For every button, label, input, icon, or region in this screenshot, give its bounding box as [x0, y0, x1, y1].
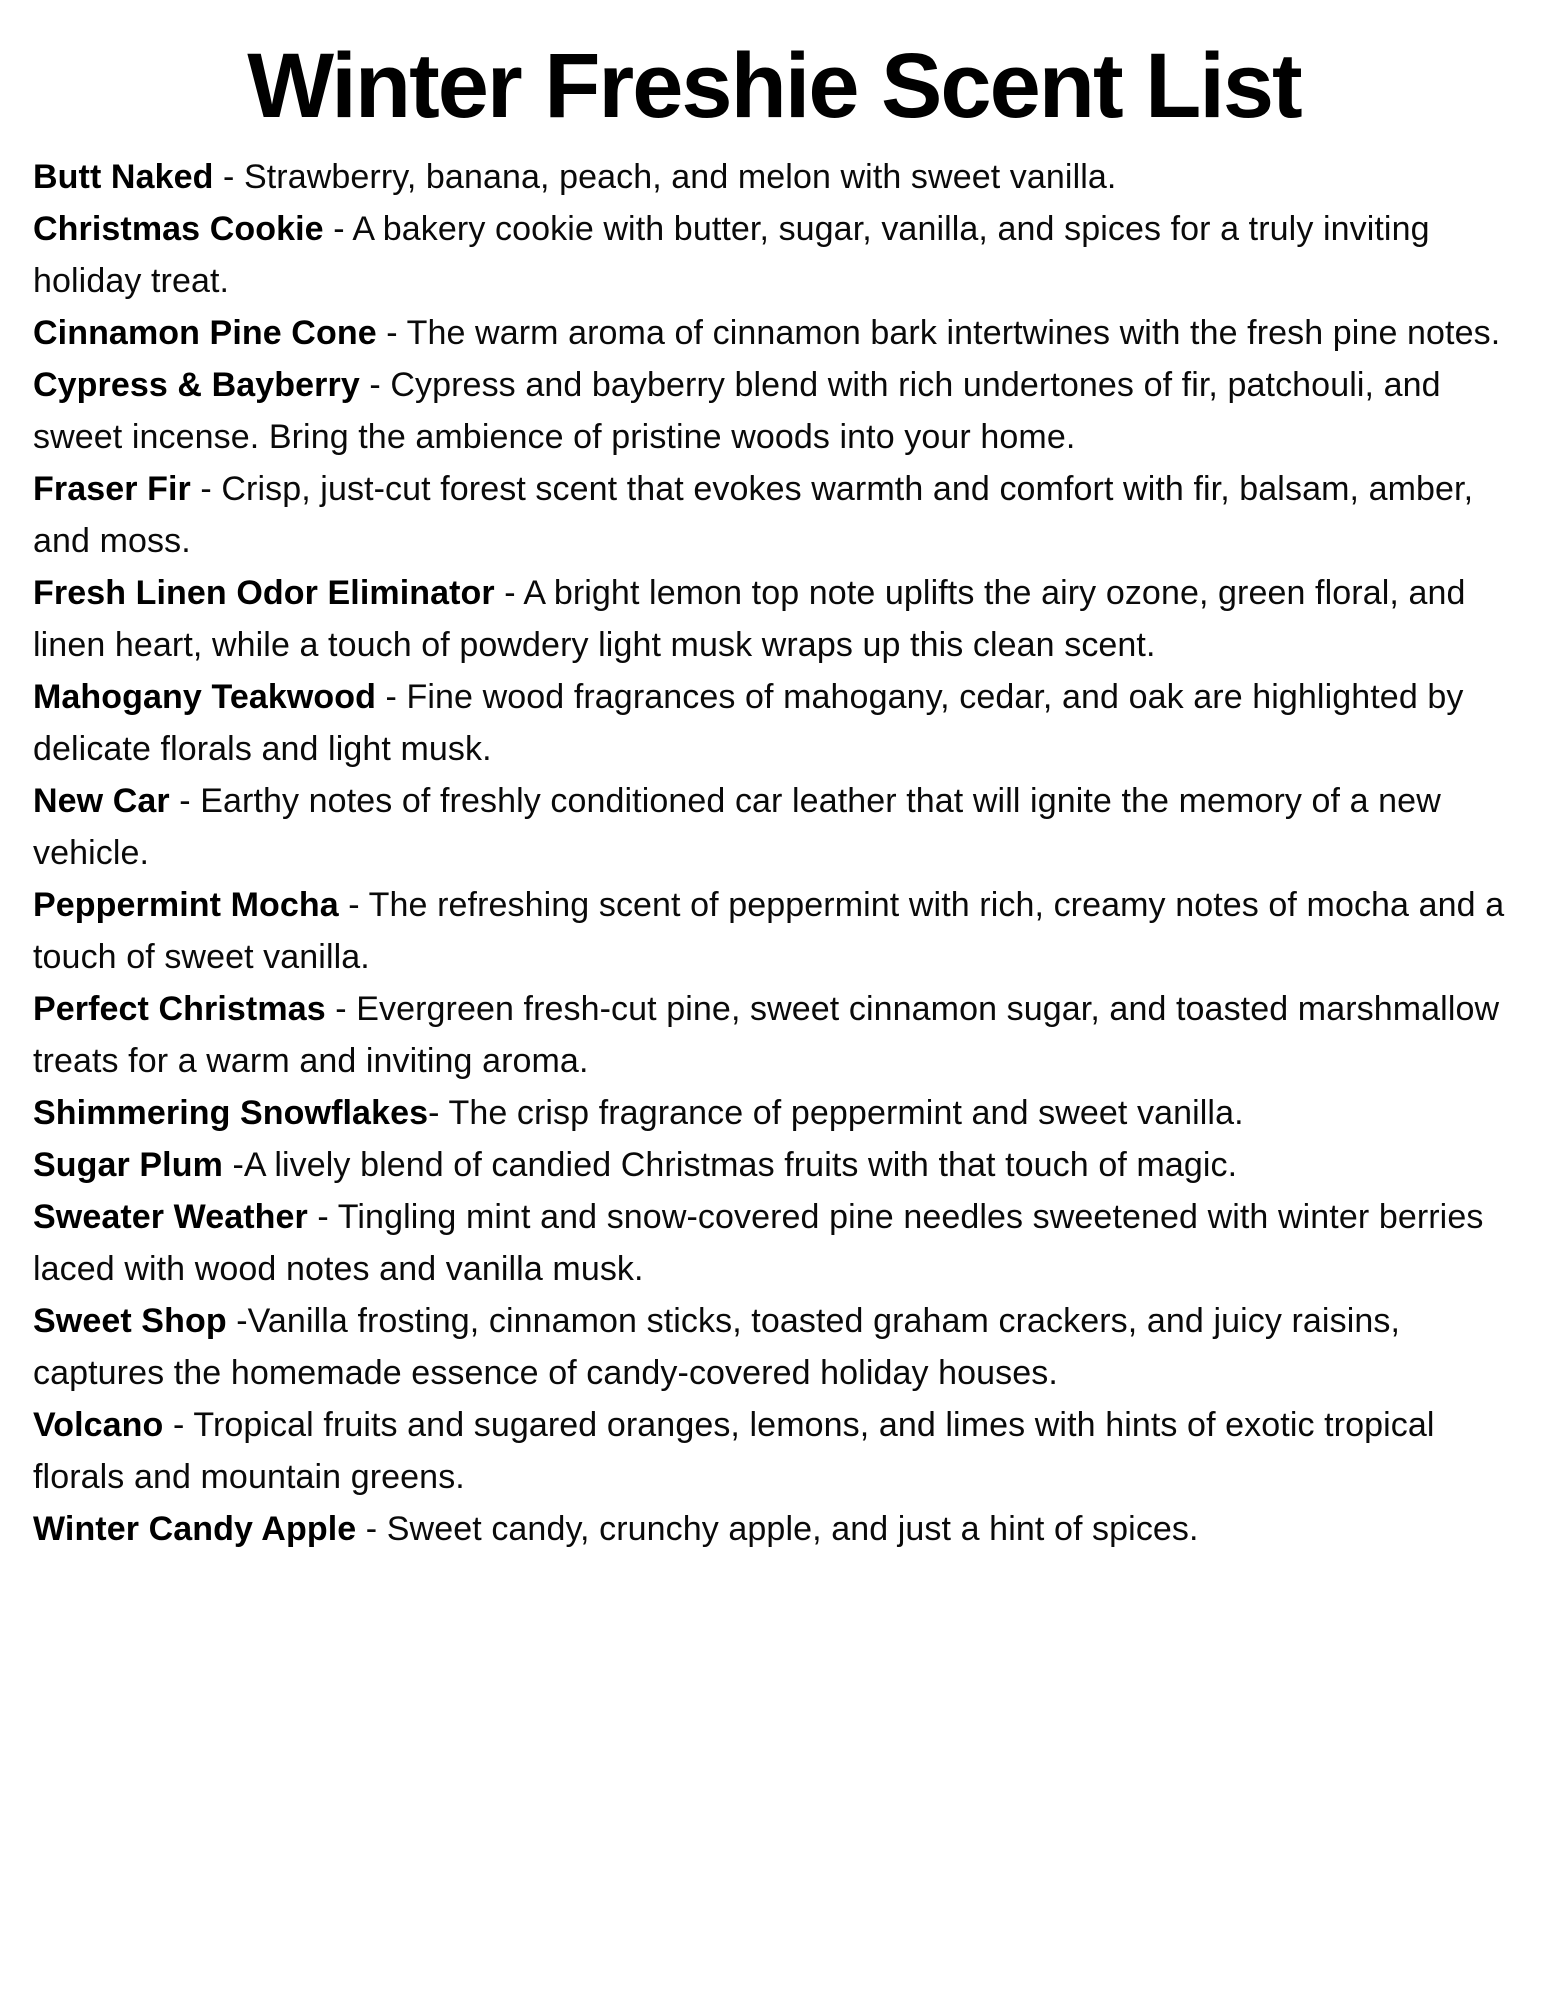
scent-description: Vanilla frosting, cinnamon sticks, toasted graham crackers, and juicy raisins, captures the homemade essence of candy-covered holiday houses.: [33, 1301, 1400, 1392]
scent-separator: -: [226, 1301, 248, 1340]
page-title: Winter Freshie Scent List: [247, 35, 1301, 137]
scent-name: Perfect Christmas: [33, 989, 326, 1028]
scent-separator: -: [494, 573, 524, 612]
scent-entry: [33, 307, 1515, 359]
scent-separator: -: [325, 989, 357, 1028]
scent-entry: [33, 463, 1515, 567]
scent-list: [33, 151, 1515, 1555]
scent-separator: -: [376, 313, 407, 352]
scent-name: Volcano: [33, 1405, 164, 1444]
scent-separator: -: [338, 885, 369, 924]
scent-name: Butt Naked: [33, 157, 214, 196]
scent-separator: -: [428, 1093, 449, 1132]
scent-entry: [33, 203, 1515, 307]
scent-description: The crisp fragrance of peppermint and sweet vanilla.: [448, 1093, 1244, 1132]
scent-separator: -: [169, 781, 201, 820]
scent-name: Peppermint Mocha: [33, 885, 339, 924]
scent-entry: [33, 1503, 1515, 1555]
scent-description: Fine wood fragrances of mahogany, cedar, and oak are highlighted by delicate florals and light musk.: [33, 677, 1464, 768]
scent-name: Fraser Fir: [33, 469, 191, 508]
scent-description: Tropical fruits and sugared oranges, lemons, and limes with hints of exotic tropical florals and mountain greens.: [33, 1405, 1435, 1496]
scent-entry: [33, 983, 1515, 1087]
scent-separator: -: [323, 209, 353, 248]
scent-separator: -: [376, 677, 407, 716]
scent-entry: [33, 359, 1515, 463]
scent-description: The warm aroma of cinnamon bark intertwines with the fresh pine notes.: [406, 313, 1501, 352]
scent-entry: [33, 1139, 1515, 1191]
scent-entry: [33, 1399, 1515, 1503]
scent-description: Evergreen fresh-cut pine, sweet cinnamon sugar, and toasted marshmallow treats for a warm and inviting aroma.: [33, 989, 1500, 1080]
scent-description: The refreshing scent of peppermint with rich, creamy notes of mocha and a touch of sweet vanilla.: [33, 885, 1505, 976]
scent-name: Mahogany Teakwood: [33, 677, 376, 716]
scent-name: Cinnamon Pine Cone: [33, 313, 377, 352]
scent-entry: [33, 567, 1515, 671]
scent-name: New Car: [33, 781, 170, 820]
scent-description: Earthy notes of freshly conditioned car leather that will ignite the memory of a new vehicle.: [33, 781, 1441, 872]
scent-name: Fresh Linen Odor Eliminator: [33, 573, 495, 612]
scent-entry: [33, 1295, 1515, 1399]
scent-separator: -: [307, 1197, 338, 1236]
scent-name: Sweet Shop: [33, 1301, 227, 1340]
scent-description: Cypress and bayberry blend with rich undertones of fir, patchouli, and sweet incense. Bring the ambience of pristine woods into your home.: [33, 365, 1441, 456]
scent-name: Christmas Cookie: [33, 209, 324, 248]
scent-separator: -: [222, 1145, 244, 1184]
scent-separator: -: [190, 469, 222, 508]
scent-description: A bright lemon top note uplifts the airy ozone, green floral, and linen heart, while a touch of powdery light musk wraps up this clean scent.: [33, 573, 1466, 664]
scent-description: A bakery cookie with butter, sugar, vanilla, and spices for a truly inviting holiday treat.: [33, 209, 1430, 300]
scent-entry: [33, 151, 1515, 203]
scent-separator: -: [163, 1405, 194, 1444]
scent-description: Crisp, just-cut forest scent that evokes warmth and comfort with fir, balsam, amber, and moss.: [33, 469, 1474, 560]
scent-entry: [33, 1087, 1515, 1139]
scent-entry: [33, 775, 1515, 879]
scent-description: Strawberry, banana, peach, and melon with sweet vanilla.: [243, 157, 1117, 196]
scent-separator: -: [359, 365, 391, 404]
scent-description: Tingling mint and snow-covered pine needles sweetened with winter berries laced with wood notes and vanilla musk.: [33, 1197, 1484, 1288]
scent-name: Sweater Weather: [33, 1197, 308, 1236]
scent-separator: -: [356, 1509, 387, 1548]
scent-name: Winter Candy Apple: [33, 1509, 357, 1548]
scent-entry: [33, 1191, 1515, 1295]
scent-name: Cypress & Bayberry: [33, 365, 360, 404]
scent-separator: -: [213, 157, 244, 196]
scent-description: Sweet candy, crunchy apple, and just a hint of spices.: [386, 1509, 1199, 1548]
scent-entry: [33, 671, 1515, 775]
scent-description: A lively blend of candied Christmas fruits with that touch of magic.: [243, 1145, 1238, 1184]
scent-entry: [33, 879, 1515, 983]
scent-name: Shimmering Snowflakes: [33, 1093, 429, 1132]
scent-name: Sugar Plum: [33, 1145, 223, 1184]
